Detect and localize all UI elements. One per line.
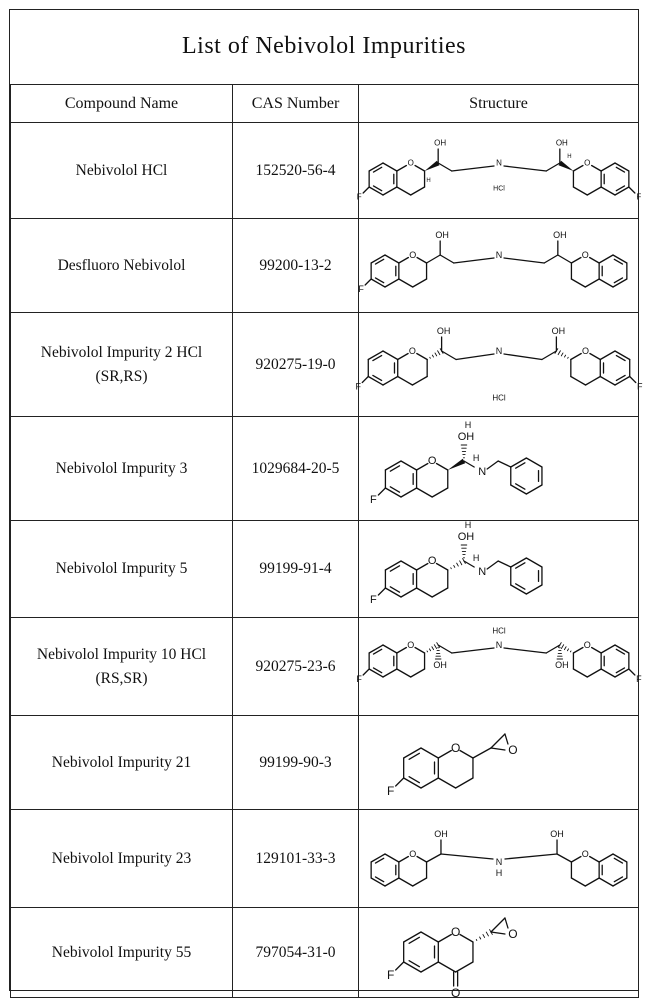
compound-name: Nebivolol HCl: [75, 161, 168, 179]
compound-name-cell: [11, 618, 233, 716]
compound-name: Nebivolol Impurity 3: [55, 459, 188, 477]
compound-name: Nebivolol Impurity 21: [51, 753, 192, 771]
impurity-55-structure: [361, 912, 637, 1000]
structure-cell: [359, 810, 639, 908]
svg-text:OH: OH: [434, 229, 449, 240]
svg-text:F: F: [635, 192, 641, 201]
table-row: [11, 618, 639, 716]
svg-text:O: O: [407, 158, 414, 167]
table-header-row: [11, 85, 639, 123]
structure-cell: [359, 521, 639, 618]
svg-text:O: O: [406, 639, 414, 650]
svg-text:F: F: [635, 673, 642, 684]
header-cas-number: CAS Number: [233, 85, 359, 123]
svg-text:O: O: [583, 639, 591, 650]
svg-text:H: H: [425, 177, 431, 184]
svg-text:H: H: [464, 419, 471, 430]
svg-text:O: O: [581, 848, 589, 859]
compound-name: Nebivolol Impurity 10 HCl: [36, 645, 207, 663]
svg-text:O: O: [583, 158, 590, 167]
svg-text:N: N: [495, 856, 502, 867]
compound-stereo: (SR,RS): [95, 367, 148, 385]
compound-name: Desfluoro Nebivolol: [57, 256, 186, 274]
compound-name-cell: [11, 716, 233, 810]
svg-text:O: O: [408, 345, 416, 356]
compound-name: Nebivolol Impurity 55: [51, 943, 192, 961]
svg-text:OH: OH: [432, 659, 447, 670]
compound-name: Nebivolol Impurity 23: [51, 849, 192, 867]
compound-name-cell: [11, 313, 233, 417]
svg-text:F: F: [636, 381, 642, 391]
structure-cell: [356, 123, 641, 219]
compound-name: Nebivolol Impurity 5: [55, 560, 188, 577]
compound-name-cell: [11, 908, 233, 998]
compound-name-cell: [11, 417, 233, 521]
compound-name-cell: [11, 810, 233, 908]
svg-text:O: O: [427, 454, 436, 467]
impurity-2-structure: [355, 316, 642, 414]
svg-text:N: N: [477, 566, 486, 578]
table-row: [11, 417, 639, 521]
structure-cell: [359, 417, 639, 521]
svg-text:N: N: [495, 345, 502, 356]
svg-text:OH: OH: [433, 138, 446, 147]
compound-name: Nebivolol Impurity 2 HCl: [40, 343, 203, 361]
table-row: [11, 716, 639, 810]
svg-text:F: F: [369, 493, 377, 506]
svg-text:N: N: [495, 158, 502, 167]
svg-text:OH: OH: [433, 828, 448, 839]
table-row: [11, 521, 639, 618]
table-row: [11, 908, 639, 998]
cas-number: 1029684-20-5: [233, 417, 359, 521]
svg-text:O: O: [408, 249, 416, 260]
compound-name-cell: [11, 521, 233, 618]
structure-cell: [355, 313, 642, 417]
svg-text:O: O: [507, 742, 518, 757]
svg-text:F: F: [357, 283, 364, 294]
svg-text:OH: OH: [457, 531, 474, 543]
svg-text:H: H: [566, 153, 572, 160]
cas-number: 152520-56-4: [233, 123, 359, 219]
impurity-23-structure: [361, 814, 637, 904]
structure-cell: [359, 219, 639, 313]
svg-text:OH: OH: [552, 229, 567, 240]
svg-text:HCl: HCl: [492, 185, 505, 192]
svg-text:O: O: [581, 249, 589, 260]
svg-text:O: O: [450, 740, 460, 755]
structure-cell: [359, 716, 639, 810]
compound-name-cell: [11, 123, 233, 219]
svg-text:O: O: [581, 345, 589, 356]
svg-text:OH: OH: [551, 325, 565, 336]
svg-text:N: N: [495, 639, 502, 650]
svg-text:H: H: [472, 553, 479, 563]
svg-text:N: N: [495, 249, 502, 260]
svg-text:OH: OH: [457, 430, 474, 443]
cas-number: 99199-91-4: [233, 521, 359, 618]
svg-text:O: O: [408, 848, 416, 859]
impurity-10-structure: [355, 621, 642, 713]
cas-number: 797054-31-0: [233, 908, 359, 998]
desfluoro-nebivolol-structure: [357, 223, 637, 309]
impurity-3-structure: [361, 421, 637, 517]
svg-text:F: F: [355, 673, 362, 684]
nebivolol-hcl-structure: [356, 127, 641, 215]
page-title: List of Nebivolol Impurities: [182, 32, 466, 59]
impurities-table: [10, 84, 642, 1000]
header-compound-name: Compound Name: [11, 85, 233, 123]
svg-text:OH: OH: [436, 325, 450, 336]
structure-cell: [355, 618, 642, 716]
svg-text:OH: OH: [555, 138, 568, 147]
svg-text:O: O: [450, 924, 460, 939]
cas-number: 920275-23-6: [233, 618, 359, 716]
svg-text:H: H: [495, 867, 502, 878]
table-row: [11, 810, 639, 908]
svg-text:O: O: [427, 555, 436, 567]
document-frame: [9, 9, 642, 1000]
svg-text:HCl: HCl: [491, 626, 506, 635]
svg-text:H: H: [464, 520, 471, 530]
svg-text:HCl: HCl: [491, 393, 506, 402]
table-row: [11, 123, 639, 219]
svg-text:F: F: [386, 783, 394, 798]
header-structure: Structure: [359, 85, 639, 123]
svg-text:F: F: [369, 594, 377, 606]
cas-number: 99199-90-3: [233, 716, 359, 810]
table-row: [11, 313, 639, 417]
compound-name-cell: [11, 219, 233, 313]
cas-number: 99200-13-2: [233, 219, 359, 313]
svg-text:OH: OH: [554, 659, 569, 670]
cas-number: 129101-33-3: [233, 810, 359, 908]
impurity-5-structure: [361, 521, 637, 617]
compound-stereo: (RS,SR): [95, 669, 148, 687]
cas-number: 920275-19-0: [233, 313, 359, 417]
table-row: [11, 219, 639, 313]
svg-text:H: H: [472, 452, 479, 463]
svg-text:F: F: [356, 192, 362, 201]
structure-cell: [359, 908, 639, 998]
svg-text:N: N: [477, 465, 486, 478]
svg-text:F: F: [386, 967, 394, 982]
svg-text:O: O: [450, 985, 460, 1000]
svg-text:O: O: [507, 926, 518, 941]
svg-text:OH: OH: [549, 828, 564, 839]
impurity-21-structure: [361, 720, 637, 806]
svg-text:F: F: [355, 381, 361, 391]
